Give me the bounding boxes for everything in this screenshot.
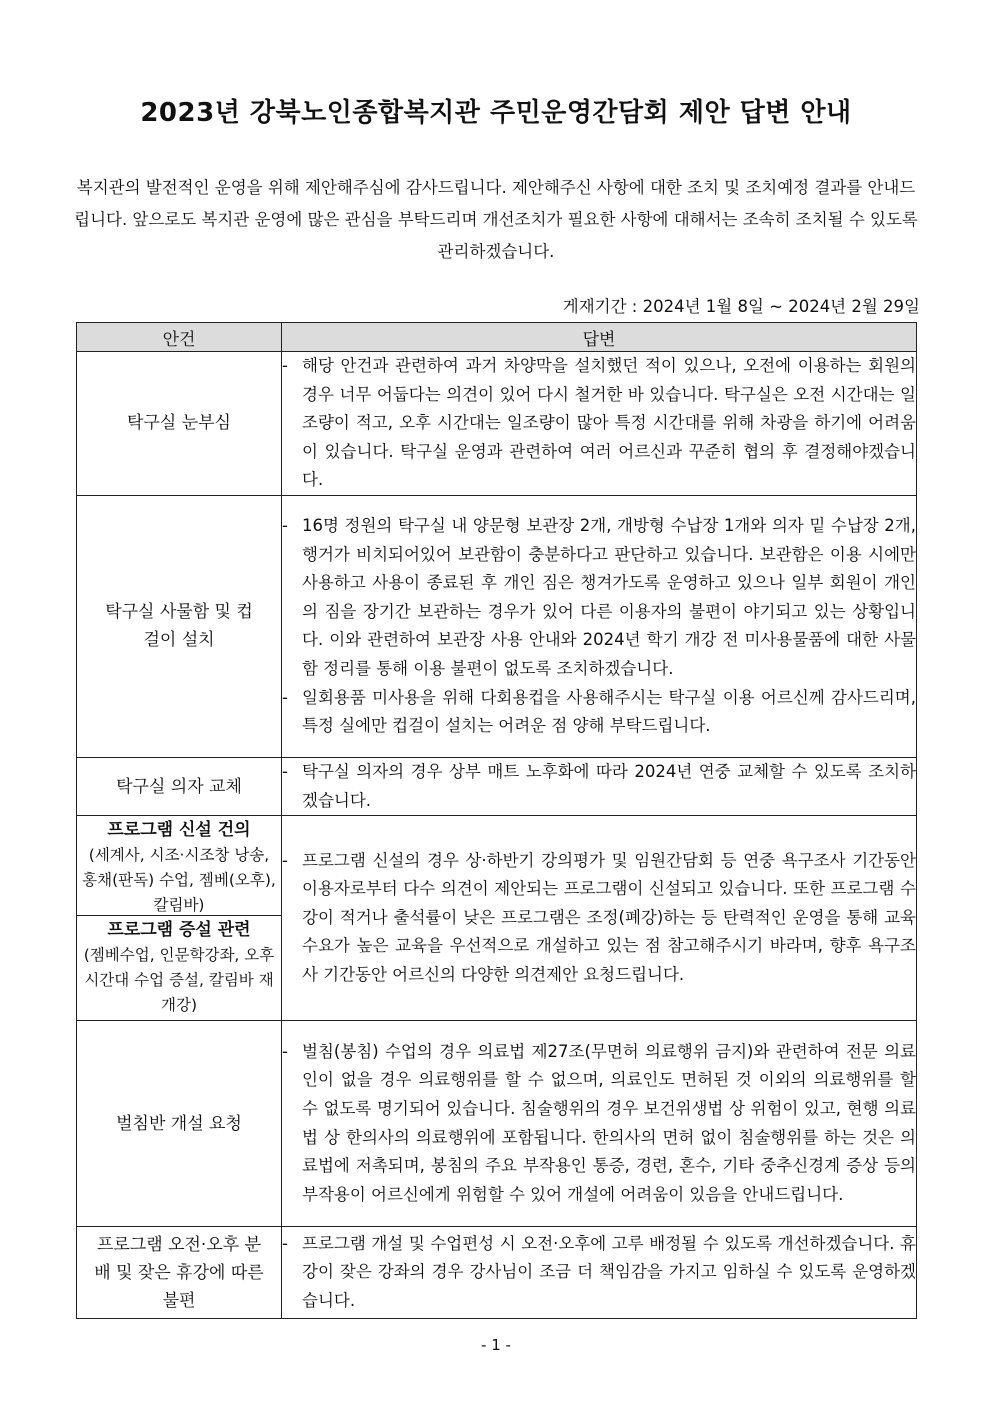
table-row — [77, 495, 917, 757]
program-expand-title: 프로그램 증설 관련 — [107, 920, 251, 941]
answer-text: 탁구실 의자의 경우 상부 매트 노후화에 따라 2024년 연중 교체할 수 있도록 조치하겠습니다. — [302, 761, 916, 810]
answer-text: 해당 안건과 관련하여 과거 차양막을 설치했던 적이 있으나, 오전에 이용하는 회원의 경우 너무 어둡다는 의견이 있어 다시 철거한 바 있습니다. 탁구실은 오전 시간대는 일조량이 적고, 오후 시간대는 일조량이 많아 특정 시간대를 위해 차광을 하기에 어려움이 있습니다. 탁구실 운영과 관련하여 여러 어르신과 꾸준히 협의 후 결정해야겠습니다. — [302, 356, 916, 490]
table-row — [77, 816, 917, 1021]
program-new-title: 프로그램 신설 건의 — [107, 820, 251, 841]
bullet-dash: - — [282, 1041, 288, 1061]
bullet-dash: - — [282, 761, 288, 781]
table-row — [77, 1021, 917, 1227]
table-row — [77, 1227, 917, 1319]
answer-cell — [282, 1227, 917, 1319]
topic-cell: 벌침반 개설 요청 — [77, 1021, 282, 1227]
answer-item — [282, 1038, 916, 1210]
answer-text: 프로그램 개설 및 수업편성 시 오전·오후에 고루 배정될 수 있도록 개선하겠습니다. 휴강이 잦은 강좌의 경우 강사님이 조금 더 책임감을 가지고 임하실 수 있도록 운영하겠습니다. — [302, 1233, 916, 1310]
answer-cell — [282, 1021, 917, 1227]
header-topic: 안건 — [77, 323, 282, 352]
answer-cell — [282, 352, 917, 496]
topic-cell: 탁구실 의자 교체 — [77, 757, 282, 815]
posting-period: 게재기간 : 2024년 1월 8일 ~ 2024년 2월 29일 — [562, 297, 920, 316]
bullet-dash: - — [282, 516, 288, 536]
answer-item — [282, 684, 916, 741]
answer-cell — [282, 757, 917, 815]
program-new-topic — [77, 816, 281, 915]
header-answer: 답변 — [282, 323, 917, 352]
proposal-answer-table — [76, 322, 917, 1319]
program-expand-topic — [77, 915, 281, 1020]
bullet-dash: - — [282, 356, 288, 375]
bullet-dash: - — [282, 1233, 288, 1253]
program-new-detail: (세계사, 시조·시조창 낭송, 홍채(판독) 수업, 젬베(오후), 칼림바) — [82, 846, 276, 915]
answer-text: 벌침(봉침) 수업의 경우 의료법 제27조(무면허 의료행위 금지)와 관련하여 전문 의료인이 없을 경우 의료행위를 할 수 없으며, 의료인도 면허된 것 이외의 의료행위를 할 수 없도록 명기되어 있습니다. 침술행위의 경우 보건위생법 상 위험이 있고, 현행 의료법 상 한의사의 의료행위에 포함됩니다. 한의사의 면허 없이 침술행위를 하는 것은 의료법에 저촉되며, 봉침의 주요 부작용인 통증, 경련, 혼수, 기타 중추신경계 증상 등의 부작용이 어르신에게 위험할 수 있어 개설에 어려움이 있음을 안내드립니다. — [302, 1041, 916, 1204]
table-row — [77, 757, 917, 815]
answer-cell — [282, 816, 917, 1021]
answer-item — [282, 1230, 916, 1316]
topic-cell: 탁구실 사물함 및 컵걸이 설치 — [77, 495, 282, 757]
topic-cell — [77, 816, 282, 1021]
topic-cell: 탁구실 눈부심 — [77, 352, 282, 496]
program-expand-detail: (젬베수업, 인문학강좌, 오후시간대 수업 증설, 칼림바 재개강) — [83, 946, 275, 1015]
answer-cell — [282, 495, 917, 757]
page-number: - 1 - — [481, 1336, 511, 1354]
answer-item — [282, 847, 916, 990]
answer-text: 일회용품 미사용을 위해 다회용컵을 사용해주시는 탁구실 이용 어르신께 감사드리며, 특정 실에만 컵걸이 설치는 어려운 점 양해 부탁드립니다. — [302, 687, 916, 736]
topic-cell: 프로그램 오전·오후 분배 및 잦은 휴강에 따른 불편 — [77, 1227, 282, 1319]
answer-text: 16명 정원의 탁구실 내 양문형 보관장 2개, 개방형 수납장 1개와 의자 밑 수납장 2개, 행거가 비치되어있어 보관함이 충분하다고 판단하고 있습니다. 보관함은 이용 시에만 사용하고 사용이 종료된 후 개인 짐은 챙겨가도록 운영하고 있으나 일부 회원이 개인의 짐을 장기간 보관하는 경우가 있어 다른 이용자의 불편이 야기되고 있는 상황입니다. 이와 관련하여 보관장 사용 안내와 2024년 학기 개강 전 미사용물품에 대한 사물함 정리를 통해 이용 불편이 없도록 조치하겠습니다. — [302, 516, 916, 679]
bullet-dash: - — [282, 687, 288, 707]
intro-paragraph: 복지관의 발전적인 운영을 위해 제안해주심에 감사드립니다. 제안해주신 사항에 대한 조치 및 조치예정 결과를 안내드립니다. 앞으로도 복지관 운영에 많은 관심을 부탁드리며 개선조치가 필요한 사항에 대해서는 조속히 조치될 수 있도록 관리하겠습니다. — [74, 178, 918, 261]
answer-text: 프로그램 신설의 경우 상·하반기 강의평가 및 임원간담회 등 연중 욕구조사 기간동안 이용자로부터 다수 의견이 제안되는 프로그램이 신설되고 있습니다. 또한 프로그램 수강이 적거나 출석률이 낮은 프로그램은 조정(폐강)하는 등 탄력적인 운영을 통해 교육 수요가 높은 교육을 우선적으로 개설하고 있는 점 참고해주시기 바라며, 향후 욕구조사 기간동안 어르신의 다양한 의견제안 요청드립니다. — [302, 850, 916, 985]
document-title: 2023년 강북노인종합복지관 주민운영간담회 제안 답변 안내 — [140, 98, 852, 128]
answer-item — [282, 512, 916, 684]
table-header-row — [77, 323, 917, 352]
answer-item — [282, 352, 916, 495]
bullet-dash: - — [282, 850, 288, 870]
table-row — [77, 352, 917, 496]
answer-item — [282, 758, 916, 815]
